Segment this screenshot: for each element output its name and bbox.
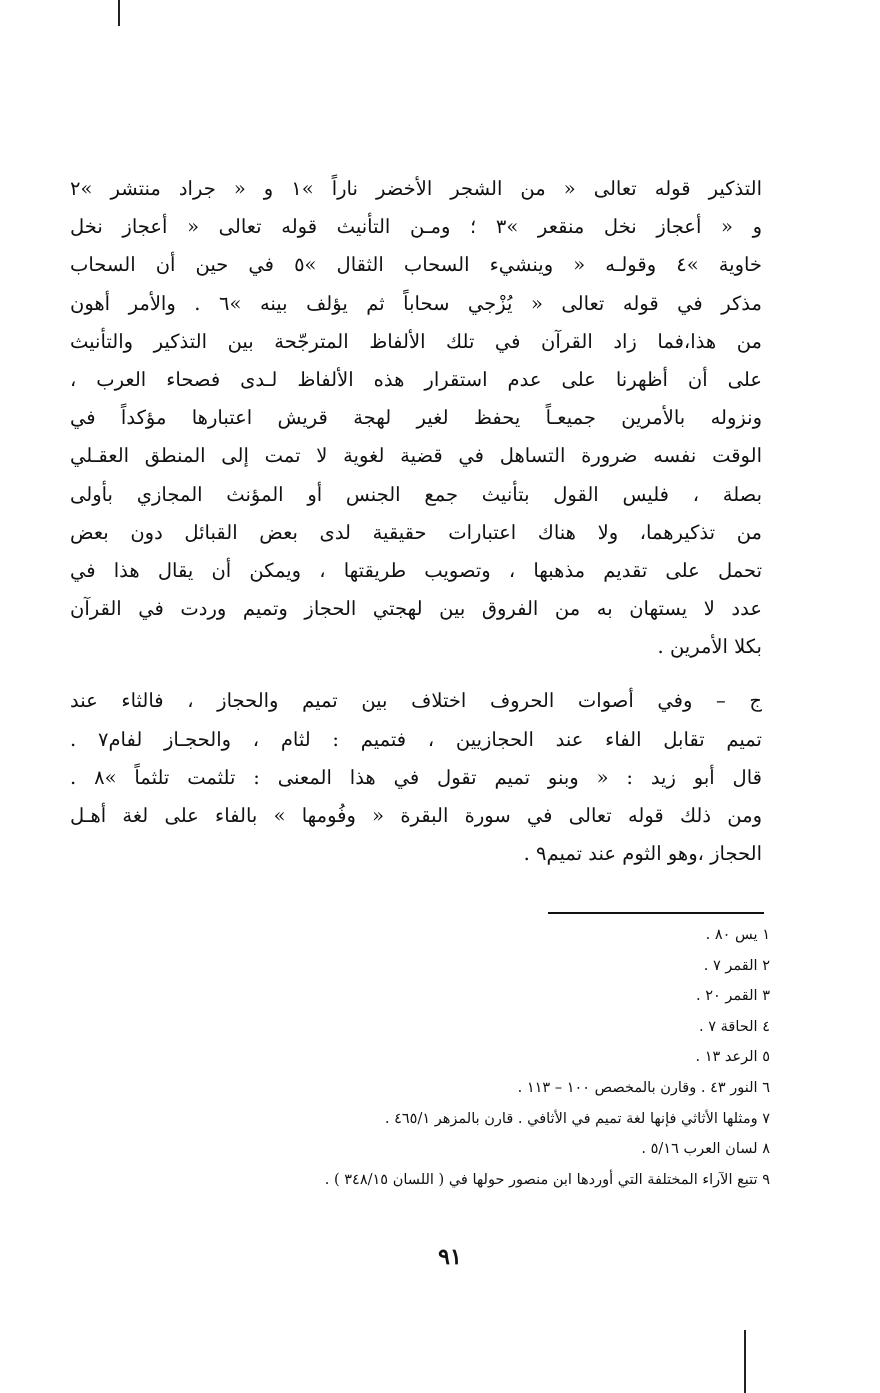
footnote: ٣ القمر ٢٠ . [696,988,770,1005]
footnote: ٩ تتبع الآراء المختلفة التي أوردها ابن منصور حولها في ( اللسان ٣٤٨/١٥ ) . [324,1171,770,1188]
footnotes [200,920,770,1195]
footnote: ١ يس ٨٠ . [705,927,770,943]
body-line: من هذا،فما زاد القرآن في تلك الألفاظ المترجّحة بين التذكير والتأنيث [70,329,762,353]
footnote: ٦ النور ٤٣ . وقارن بالمخصص ١٠٠ – ١١٣ . [517,1079,770,1096]
body-line: و « أعجاز نخل منقعر »٣ ؛ ومـن التأنيث قوله تعالى « أعجاز نخل [70,215,762,239]
section-c-line: قال أبو زيد : « وبنو تميم تقول في هذا المعنى : تلثمت تلثماً »٨ . [70,765,762,789]
section-c-line: ومن ذلك قوله تعالى في سورة البقرة « وفُومها » بالفاء على لغة أهـل [70,804,762,827]
body-line: الوقت نفسه ضرورة التساهل في قضية لغوية لا تمت إلى المنطق العقـلي [70,444,762,468]
crop-mark-top [118,0,120,26]
body-line: من تذكيرهما، ولا هناك اعتبارات حقيقية لدى بعض القبائل دون بعض [70,520,762,544]
section-c-line: ج – وفي أصوات الحروف اختلاف بين تميم والحجاز ، فالثاء عند [70,689,762,713]
body-line: على أن أظهرنا على عدم استقرار هذه الألفاظ لـدى فصحاء العرب ، [70,367,762,391]
body-line: عدد لا يستهان به من الفروق بين لهجتي الحجاز وتميم وردت في القرآن [70,597,762,621]
footnote: ٨ لسان العرب ٥/١٦ . [641,1141,770,1158]
page-number: ٩١ [438,1244,462,1270]
paragraph-gap [70,666,762,682]
body-line: بصلة ، فليس القول بتأنيث جمع الجنس أو المؤنث المجازي بأولى [70,482,762,506]
section-c-line: الحجاز ،وهو الثوم عند تميم٩ . [523,842,762,866]
section-c-line: تميم تقابل الفاء عند الحجازيين ، فتميم : لثام ، والحجـاز لفام٧ . [70,727,762,751]
body-line: ونزوله بالأمرين جميعـاً يحفظ لغير لهجة قريش اعتبارها مؤكداً في [70,406,762,430]
body-line: مذكر في قوله تعالى « يُزْجي سحاباً ثم يؤلف بينه »٦ . والأمر أهون [70,291,762,315]
main-text [70,170,762,873]
footnote: ٤ الحاقة ٧ . [699,1018,770,1035]
body-line: خاوية »٤ وقولـه « وينشيء السحاب الثقال »٥ في حين أن السحاب [70,253,762,277]
crop-mark-bottom [744,1330,746,1393]
footnote-separator [548,912,764,914]
footnote: ٢ القمر ٧ . [703,957,770,974]
footnote: ٧ ومثلها الأثاثي فإنها لغة تميم في الأثافي . قارن بالمزهر ٤٦٥/١ . [384,1110,770,1127]
body-line: بكلا الأمرين . [657,635,762,659]
body-line: التذكير قوله تعالى « من الشجر الأخضر ناراً »١ و « جراد منتشر »٢ [70,177,762,200]
body-line: تحمل على تقديم مذهبها ، وتصويب طريقتها ، ويمكن أن يقال هذا في [70,558,762,582]
footnote: ٥ الرعد ١٣ . [695,1049,770,1066]
